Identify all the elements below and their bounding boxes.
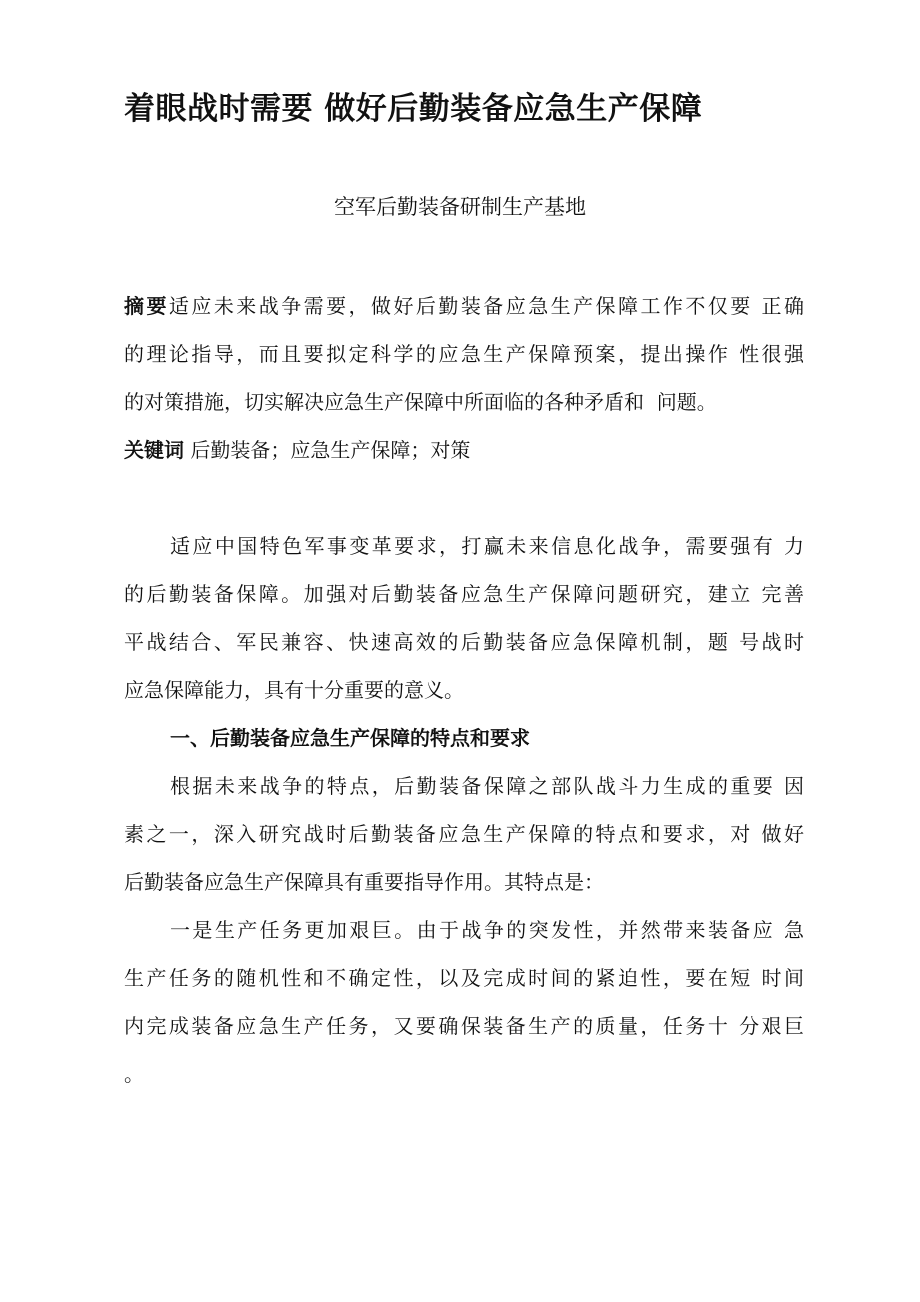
abstract-line-2: 的理论指导，而且要拟定科学的应急生产保障预案，提出操作 性很强 xyxy=(124,342,804,366)
section-1-para-2-line-3: 内完成装备应急生产任务，又要确保装备生产的质量，任务十 分艰巨 xyxy=(124,1014,804,1038)
section-1-heading: 一、后勤装备应急生产保障的特点和要求 xyxy=(170,726,530,750)
keywords-label: 关键词 xyxy=(124,438,184,462)
section-1-para-1-line-3: 后勤装备应急生产保障具有重要指导作用。其特点是： xyxy=(124,870,604,894)
intro-line-2: 的后勤装备保障。加强对后勤装备应急生产保障问题研究，建立 完善 xyxy=(124,582,804,606)
section-1-para-1-line-1: 根据未来战争的特点，后勤装备保障之部队战斗力生成的重要 因 xyxy=(170,774,804,798)
document-title: 着眼战时需要 做好后勤装备应急生产保障 xyxy=(124,91,703,127)
abstract-line-3: 的对策措施，切实解决应急生产保障中所面临的各种矛盾和 问题。 xyxy=(124,390,717,414)
intro-line-1: 适应中国特色军事变革要求，打赢未来信息化战争，需要强有 力 xyxy=(170,534,804,558)
abstract-label: 摘要 xyxy=(124,294,169,318)
keywords-line xyxy=(124,434,470,466)
section-1-para-2-line-4: 。 xyxy=(124,1062,144,1086)
author-affiliation: 空军后勤装备研制生产基地 xyxy=(334,195,586,219)
intro-line-3: 平战结合、军民兼容、快速高效的后勤装备应急保障机制，题 号战时 xyxy=(124,630,804,654)
abstract-text: 适应未来战争需要，做好后勤装备应急生产保障工作不仅要 正确 xyxy=(168,294,805,318)
abstract-line-1 xyxy=(124,290,804,322)
section-1-para-2-line-2: 生产任务的随机性和不确定性，以及完成时间的紧迫性，要在短 时间 xyxy=(124,966,804,990)
keywords-text: 后勤装备；应急生产保障；对策 xyxy=(184,438,471,462)
section-1-para-1-line-2: 素之一，深入研究战时后勤装备应急生产保障的特点和要求，对 做好 xyxy=(124,822,804,846)
intro-line-4: 应急保障能力，具有十分重要的意义。 xyxy=(124,678,464,702)
section-1-para-2-line-1: 一是生产任务更加艰巨。由于战争的突发性，并然带来装备应 急 xyxy=(170,918,804,942)
